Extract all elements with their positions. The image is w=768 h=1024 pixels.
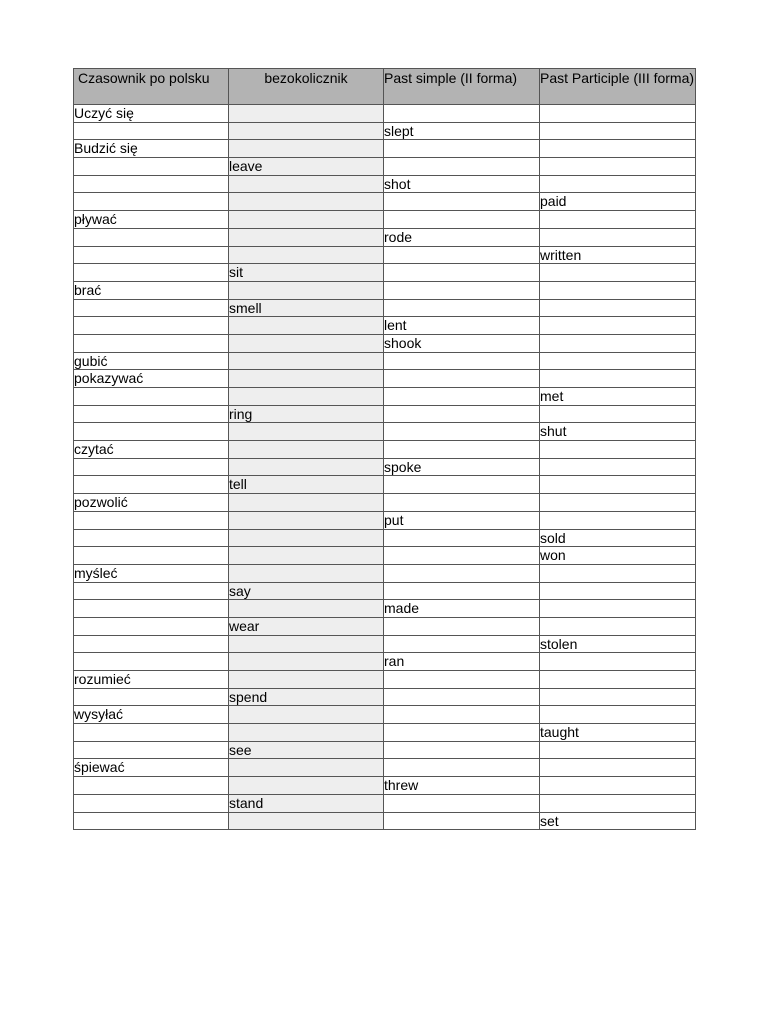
past-participle-cell	[540, 140, 696, 158]
past-participle-cell	[540, 511, 696, 529]
past-simple-cell	[384, 476, 540, 494]
table-row	[74, 458, 696, 476]
polish-verb-cell: myśleć	[74, 564, 229, 582]
table-row	[74, 476, 696, 494]
header-past-simple: Past simple (II forma)	[384, 69, 540, 105]
past-simple-cell	[384, 812, 540, 830]
past-simple-cell: ran	[384, 653, 540, 671]
polish-verb-cell: wysyłać	[74, 706, 229, 724]
past-participle-cell	[540, 211, 696, 229]
polish-verb-cell	[74, 547, 229, 565]
polish-verb-cell	[74, 458, 229, 476]
past-participle-cell	[540, 299, 696, 317]
past-simple-cell: spoke	[384, 458, 540, 476]
infinitive-cell	[229, 352, 384, 370]
polish-verb-cell	[74, 617, 229, 635]
past-simple-cell	[384, 264, 540, 282]
table-row	[74, 246, 696, 264]
infinitive-cell	[229, 423, 384, 441]
past-participle-cell: stolen	[540, 635, 696, 653]
table-header-row	[74, 69, 696, 105]
polish-verb-cell	[74, 423, 229, 441]
past-participle-cell	[540, 370, 696, 388]
table-row	[74, 794, 696, 812]
past-participle-cell	[540, 158, 696, 176]
table-row	[74, 175, 696, 193]
past-simple-cell	[384, 671, 540, 689]
infinitive-cell	[229, 281, 384, 299]
infinitive-cell	[229, 334, 384, 352]
past-simple-cell: rode	[384, 228, 540, 246]
header-infinitive: bezokolicznik	[229, 69, 384, 105]
table-row	[74, 600, 696, 618]
infinitive-cell	[229, 388, 384, 406]
past-simple-cell: shook	[384, 334, 540, 352]
polish-verb-cell	[74, 688, 229, 706]
polish-verb-cell	[74, 635, 229, 653]
polish-verb-cell	[74, 777, 229, 795]
table-row	[74, 706, 696, 724]
past-simple-cell	[384, 564, 540, 582]
table-row	[74, 564, 696, 582]
table-row	[74, 494, 696, 512]
infinitive-cell	[229, 812, 384, 830]
past-participle-cell	[540, 653, 696, 671]
infinitive-cell: say	[229, 582, 384, 600]
past-participle-cell	[540, 671, 696, 689]
table-row	[74, 511, 696, 529]
table-row	[74, 299, 696, 317]
infinitive-cell	[229, 671, 384, 689]
infinitive-cell	[229, 511, 384, 529]
infinitive-cell: stand	[229, 794, 384, 812]
past-participle-cell	[540, 122, 696, 140]
table-row	[74, 211, 696, 229]
past-simple-cell: lent	[384, 317, 540, 335]
infinitive-cell: sit	[229, 264, 384, 282]
table-row	[74, 264, 696, 282]
table-row	[74, 741, 696, 759]
table-row	[74, 228, 696, 246]
table-row	[74, 423, 696, 441]
past-participle-cell: met	[540, 388, 696, 406]
past-simple-cell	[384, 370, 540, 388]
past-participle-cell	[540, 582, 696, 600]
past-participle-cell: written	[540, 246, 696, 264]
polish-verb-cell	[74, 264, 229, 282]
polish-verb-cell: czytać	[74, 441, 229, 459]
polish-verb-cell	[74, 246, 229, 264]
polish-verb-cell: pokazywać	[74, 370, 229, 388]
past-participle-cell: taught	[540, 724, 696, 742]
past-participle-cell: paid	[540, 193, 696, 211]
infinitive-cell	[229, 777, 384, 795]
table-row	[74, 777, 696, 795]
past-participle-cell	[540, 706, 696, 724]
infinitive-cell: leave	[229, 158, 384, 176]
polish-verb-cell	[74, 741, 229, 759]
table-row	[74, 547, 696, 565]
past-participle-cell: won	[540, 547, 696, 565]
infinitive-cell	[229, 458, 384, 476]
past-participle-cell	[540, 228, 696, 246]
polish-verb-cell	[74, 158, 229, 176]
past-participle-cell	[540, 794, 696, 812]
past-participle-cell	[540, 458, 696, 476]
past-simple-cell	[384, 582, 540, 600]
table-row	[74, 635, 696, 653]
polish-verb-cell: śpiewać	[74, 759, 229, 777]
past-participle-cell	[540, 317, 696, 335]
past-simple-cell	[384, 193, 540, 211]
past-simple-cell: put	[384, 511, 540, 529]
past-simple-cell	[384, 246, 540, 264]
past-participle-cell	[540, 281, 696, 299]
polish-verb-cell	[74, 653, 229, 671]
infinitive-cell: see	[229, 741, 384, 759]
polish-verb-cell: rozumieć	[74, 671, 229, 689]
polish-verb-cell: pozwolić	[74, 494, 229, 512]
table-body	[74, 105, 696, 830]
past-simple-cell	[384, 617, 540, 635]
infinitive-cell	[229, 105, 384, 123]
past-participle-cell	[540, 759, 696, 777]
infinitive-cell	[229, 228, 384, 246]
past-simple-cell	[384, 794, 540, 812]
past-participle-cell	[540, 264, 696, 282]
table-row	[74, 529, 696, 547]
infinitive-cell	[229, 706, 384, 724]
past-participle-cell	[540, 777, 696, 795]
polish-verb-cell: pływać	[74, 211, 229, 229]
table-row	[74, 352, 696, 370]
infinitive-cell	[229, 317, 384, 335]
past-participle-cell	[540, 405, 696, 423]
past-participle-cell	[540, 688, 696, 706]
infinitive-cell: spend	[229, 688, 384, 706]
past-simple-cell	[384, 706, 540, 724]
past-simple-cell	[384, 388, 540, 406]
polish-verb-cell	[74, 812, 229, 830]
polish-verb-cell	[74, 476, 229, 494]
past-participle-cell	[540, 175, 696, 193]
table-row	[74, 140, 696, 158]
table-row	[74, 671, 696, 689]
table-row	[74, 724, 696, 742]
past-simple-cell: threw	[384, 777, 540, 795]
table-row	[74, 812, 696, 830]
infinitive-cell	[229, 547, 384, 565]
past-participle-cell	[540, 600, 696, 618]
infinitive-cell	[229, 529, 384, 547]
infinitive-cell	[229, 193, 384, 211]
polish-verb-cell	[74, 193, 229, 211]
irregular-verbs-table	[73, 68, 696, 830]
past-simple-cell	[384, 529, 540, 547]
infinitive-cell: ring	[229, 405, 384, 423]
table-row	[74, 122, 696, 140]
polish-verb-cell	[74, 529, 229, 547]
polish-verb-cell	[74, 582, 229, 600]
past-simple-cell	[384, 547, 540, 565]
infinitive-cell	[229, 635, 384, 653]
past-simple-cell	[384, 741, 540, 759]
table-row	[74, 688, 696, 706]
past-participle-cell: sold	[540, 529, 696, 547]
polish-verb-cell: brać	[74, 281, 229, 299]
infinitive-cell	[229, 140, 384, 158]
past-simple-cell	[384, 140, 540, 158]
polish-verb-cell	[74, 724, 229, 742]
polish-verb-cell	[74, 317, 229, 335]
table-row	[74, 653, 696, 671]
infinitive-cell	[229, 370, 384, 388]
past-simple-cell	[384, 724, 540, 742]
past-participle-cell: shut	[540, 423, 696, 441]
table-row	[74, 105, 696, 123]
polish-verb-cell	[74, 334, 229, 352]
infinitive-cell	[229, 600, 384, 618]
past-simple-cell	[384, 299, 540, 317]
table-row	[74, 370, 696, 388]
polish-verb-cell	[74, 405, 229, 423]
infinitive-cell	[229, 759, 384, 777]
polish-verb-cell: gubić	[74, 352, 229, 370]
past-simple-cell	[384, 759, 540, 777]
infinitive-cell	[229, 122, 384, 140]
infinitive-cell: tell	[229, 476, 384, 494]
past-participle-cell	[540, 334, 696, 352]
table-row	[74, 441, 696, 459]
table-row	[74, 334, 696, 352]
infinitive-cell	[229, 441, 384, 459]
past-simple-cell	[384, 494, 540, 512]
table-row	[74, 405, 696, 423]
table-row	[74, 582, 696, 600]
polish-verb-cell: Budzić się	[74, 140, 229, 158]
past-simple-cell: made	[384, 600, 540, 618]
past-simple-cell	[384, 158, 540, 176]
table-row	[74, 388, 696, 406]
past-participle-cell: set	[540, 812, 696, 830]
polish-verb-cell	[74, 600, 229, 618]
table-row	[74, 317, 696, 335]
past-simple-cell	[384, 688, 540, 706]
header-polish-verb: Czasownik po polsku	[74, 69, 229, 105]
infinitive-cell: smell	[229, 299, 384, 317]
past-simple-cell	[384, 441, 540, 459]
infinitive-cell: wear	[229, 617, 384, 635]
past-simple-cell	[384, 105, 540, 123]
infinitive-cell	[229, 564, 384, 582]
polish-verb-cell	[74, 511, 229, 529]
past-simple-cell	[384, 405, 540, 423]
past-simple-cell	[384, 635, 540, 653]
polish-verb-cell: Uczyć się	[74, 105, 229, 123]
infinitive-cell	[229, 175, 384, 193]
infinitive-cell	[229, 211, 384, 229]
polish-verb-cell	[74, 228, 229, 246]
polish-verb-cell	[74, 175, 229, 193]
past-simple-cell: slept	[384, 122, 540, 140]
table-row	[74, 617, 696, 635]
polish-verb-cell	[74, 122, 229, 140]
past-simple-cell	[384, 352, 540, 370]
past-simple-cell	[384, 423, 540, 441]
infinitive-cell	[229, 653, 384, 671]
past-participle-cell	[540, 476, 696, 494]
past-participle-cell	[540, 617, 696, 635]
infinitive-cell	[229, 724, 384, 742]
table-row	[74, 158, 696, 176]
table-row	[74, 759, 696, 777]
past-participle-cell	[540, 352, 696, 370]
infinitive-cell	[229, 246, 384, 264]
past-simple-cell: shot	[384, 175, 540, 193]
past-simple-cell	[384, 281, 540, 299]
polish-verb-cell	[74, 794, 229, 812]
header-past-participle: Past Participle (III forma)	[540, 69, 696, 105]
polish-verb-cell	[74, 299, 229, 317]
table-row	[74, 193, 696, 211]
table-row	[74, 281, 696, 299]
past-participle-cell	[540, 105, 696, 123]
past-simple-cell	[384, 211, 540, 229]
past-participle-cell	[540, 741, 696, 759]
infinitive-cell	[229, 494, 384, 512]
past-participle-cell	[540, 494, 696, 512]
past-participle-cell	[540, 441, 696, 459]
past-participle-cell	[540, 564, 696, 582]
polish-verb-cell	[74, 388, 229, 406]
